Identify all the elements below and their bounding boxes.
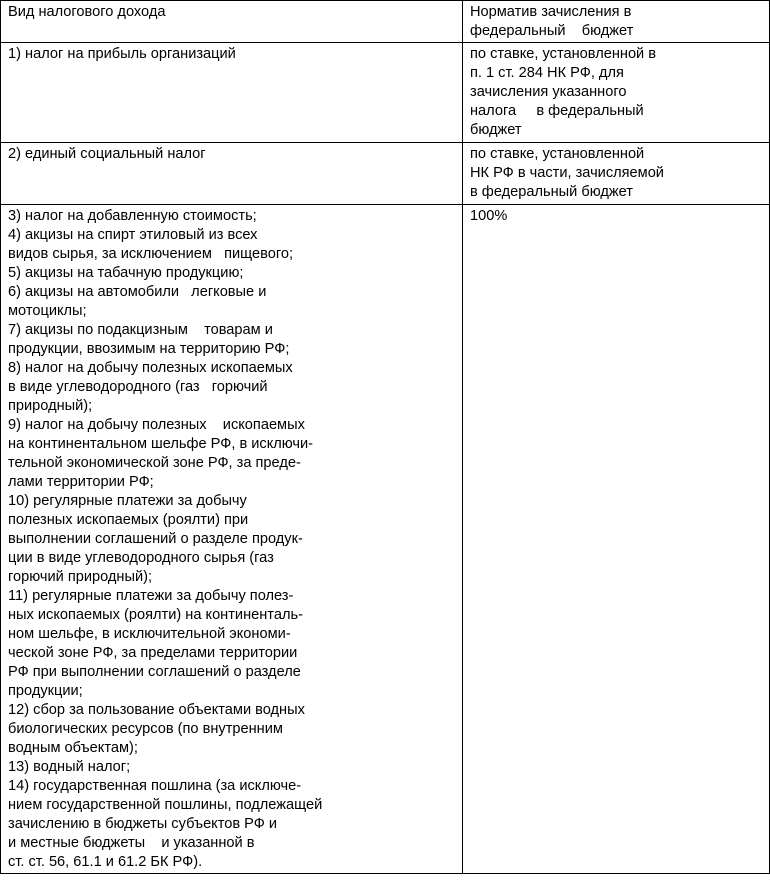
cell-text-line: 8) налог на добычу полезных ископаемых [8, 360, 293, 376]
row-3-norm [463, 205, 770, 874]
cell-text-line: 7) акцизы по подакцизным товарам и [8, 322, 273, 338]
row-2-norm [463, 143, 770, 205]
cell-text-line: 14) государственная пошлина (за исключе- [8, 778, 302, 794]
row-2-tax-type [1, 143, 463, 205]
cell-text-line: зачисления указанного [470, 84, 627, 100]
cell-text-line: мотоциклы; [8, 303, 87, 319]
cell-text-line: зачислению в бюджеты субъектов РФ и [8, 816, 278, 832]
cell-text-line: РФ при выполнении соглашений о разделе [8, 664, 301, 680]
cell-text-line: федеральный бюджет [470, 23, 634, 39]
cell-text-line: продукции, ввозимым на территорию РФ; [8, 341, 290, 357]
table-row [1, 43, 770, 143]
cell-text-line: тельной экономической зоне РФ, за преде- [8, 455, 301, 471]
cell-text-line: 5) акцизы на табачную продукцию; [8, 265, 244, 281]
cell-text-line: природный); [8, 398, 93, 414]
cell-text-line: биологических ресурсов (по внутренним [8, 721, 283, 737]
cell-text-line: НК РФ в части, зачисляемой [470, 165, 664, 181]
cell-text-line: горючий природный); [8, 569, 153, 585]
cell-text-line: лами территории РФ; [8, 474, 154, 490]
header-tax-type-text: Вид налогового дохода [8, 4, 166, 20]
cell-text-line: в федеральный бюджет [470, 184, 633, 200]
cell-text-line: 9) налог на добычу полезных ископаемых [8, 417, 305, 433]
cell-text-line: 11) регулярные платежи за добычу полез- [8, 588, 294, 604]
cell-text-line: выполнении соглашений о разделе продук- [8, 531, 303, 547]
cell-text-line: налога в федеральный [470, 103, 644, 119]
header-norm [463, 1, 770, 43]
cell-text-line: ческой зоне РФ, за пределами территории [8, 645, 298, 661]
row-1-norm [463, 43, 770, 143]
cell-text-line: 4) акцизы на спирт этиловый из всех [8, 227, 258, 243]
table-header-row [1, 1, 770, 43]
cell-text-line: 1) налог на прибыль организаций [8, 46, 236, 62]
cell-text-line: по ставке, установленной [470, 146, 645, 162]
cell-text-line: и местные бюджеты и указанной в [8, 835, 255, 851]
cell-text-line: 3) налог на добавленную стоимость; [8, 208, 257, 224]
cell-text-line: 2) единый социальный налог [8, 146, 206, 162]
cell-text-line: водным объектам); [8, 740, 138, 756]
header-tax-type [1, 1, 463, 43]
cell-text-line: ст. ст. 56, 61.1 и 61.2 БК РФ). [8, 854, 203, 870]
cell-text-line: 10) регулярные платежи за добычу [8, 493, 247, 509]
cell-text-line: на континентальном шельфе РФ, в исключи- [8, 436, 314, 452]
row-3-tax-type [1, 205, 463, 874]
cell-text-line: бюджет [470, 122, 522, 138]
cell-text-line: в виде углеводородного (газ горючий [8, 379, 268, 395]
cell-text-line: Норматив зачисления в [470, 4, 632, 20]
cell-text-line: 13) водный налог; [8, 759, 131, 775]
table-row [1, 143, 770, 205]
cell-text-line: по ставке, установленной в [470, 46, 657, 62]
cell-text-line: ции в виде углеводородного сырья (газ [8, 550, 274, 566]
cell-text-line: 6) акцизы на автомобили легковые и [8, 284, 267, 300]
cell-text-line: ных ископаемых (роялти) на континенталь- [8, 607, 303, 623]
cell-text-line: продукции; [8, 683, 83, 699]
table-row [1, 205, 770, 874]
cell-text-line: ном шельфе, в исключительной экономи- [8, 626, 291, 642]
cell-text-line: п. 1 ст. 284 НК РФ, для [470, 65, 624, 81]
row-1-tax-type [1, 43, 463, 143]
cell-text-line: 12) сбор за пользование объектами водных [8, 702, 305, 718]
cell-text-line: полезных ископаемых (роялти) при [8, 512, 249, 528]
cell-text-line: видов сырья, за исключением пищевого; [8, 246, 293, 262]
cell-text-line: 100% [470, 208, 508, 224]
cell-text-line: нием государственной пошлины, подлежащей [8, 797, 323, 813]
